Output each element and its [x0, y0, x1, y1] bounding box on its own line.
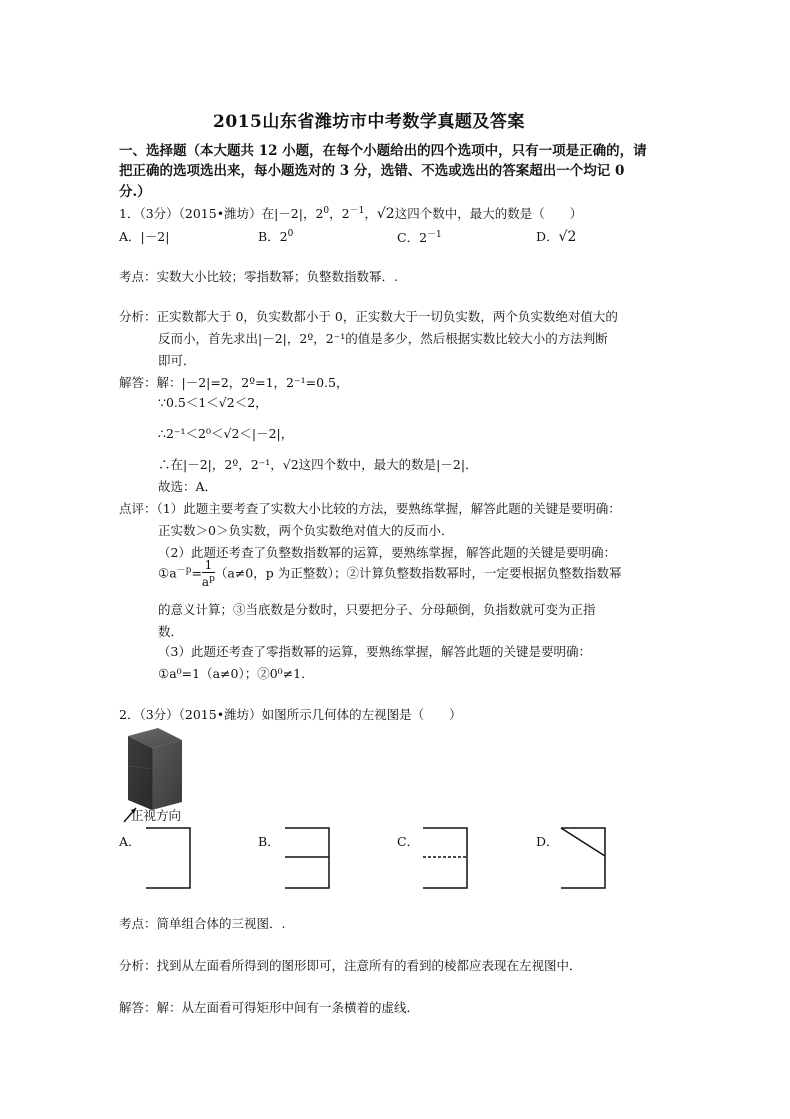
q1-stem: 1．（3分）（2015•潍坊）在|－2|，$2^0$，$2^{-1}$，√2这四个数中，最大的数是（ ）: [119, 206, 583, 223]
q2-option-d-figure: [559, 826, 607, 890]
q2-option-c-figure: [421, 826, 469, 890]
q1-dianping-4: $①a^{-p}=$ $\frac{1}{a^p}$ （a≠0，p 为正整数）；②计算负整数指数幂时，一定要根据负整数指数幂: [158, 558, 622, 589]
q2-kaodian: 考点：简单组合体的三视图．.: [119, 916, 286, 931]
q2-option-a-figure: [144, 826, 192, 890]
q2-fenxi: 分析：找到从左面看所得到的图形即可，注意所有的看到的棱都应表现在左视图中．: [119, 958, 582, 973]
q1-jieda-2: ∵0.5＜1＜√2＜2，: [158, 395, 268, 410]
q1-fenxi-2: 反而小，首先求出|－2|，2º，2⁻¹的值是多少，然后根据实数比较大小的方法判断: [158, 331, 608, 346]
q1-option-a: A．|－2|: [119, 229, 170, 244]
sqrt-symbol: √2: [376, 206, 395, 223]
q2-option-b-label: B．: [258, 834, 280, 849]
q1-dianping-3: （2）此题还考查了负整数指数幂的运算，要熟练掌握，解答此题的关键是要明确：: [158, 545, 616, 560]
fraction-1-over-ap: $\frac{1}{a^p}$: [201, 558, 215, 589]
q1-fenxi-1: 分析：正实数都大于 0，负实数都小于 0，正实数大于一切负实数，两个负实数绝对值大的: [119, 309, 618, 324]
q1-dianping-1: 点评：（1）此题主要考查了实数大小比较的方法，要熟练掌握，解答此题的关键是要明确：: [119, 501, 621, 516]
q1-fenxi-3: 即可．: [158, 353, 196, 368]
q1-jieda-3: ∴2⁻¹＜2⁰＜√2＜|－2|，: [158, 426, 294, 441]
q1-dianping-7: （3）此题还考查了零指数幂的运算，要熟练掌握，解答此题的关键是要明确：: [158, 644, 591, 659]
q1-dianping-5: 的意义计算；③当底数是分数时，只要把分子、分母颠倒，负指数就可变为正指: [158, 602, 596, 617]
q2-option-b-figure: [283, 826, 331, 890]
q1-dianping-8: ①a⁰=1（a≠0）；②0⁰≠1．: [158, 666, 314, 681]
q2-option-d-label: D．: [536, 834, 559, 849]
q2-option-a-label: A．: [119, 834, 141, 849]
q1-option-c: C．$2^{-1}$: [397, 230, 442, 246]
section-header-line-3: 分.）: [119, 184, 151, 200]
section-header-line-2: 把正确的选项选出来，每小题选对的 3 分，选错、不选或选出的答案超出一个均记 0: [119, 163, 625, 179]
q2-option-c-label: C．: [397, 834, 420, 849]
page-title: 2015山东省潍坊市中考数学真题及答案: [213, 112, 525, 132]
q2-direction-label: 正视方向: [131, 808, 182, 823]
q1-dianping-6: 数．: [158, 624, 184, 639]
q1-dianping-2: 正实数＞0＞负实数，两个负实数绝对值大的反而小．: [158, 523, 454, 538]
q2-jieda: 解答：解：从左面看可得矩形中间有一条横着的虚线．: [119, 1000, 420, 1015]
section-header-line-1: 一、选择题（本大题共 12 小题，在每个小题给出的四个选项中，只有一项是正确的，请: [119, 143, 647, 159]
q1-kaodian: 考点：实数大小比较；零指数幂；负整数指数幂．.: [119, 269, 398, 284]
q1-option-b: B．$2^0$: [258, 228, 294, 244]
q1-jieda-4: ∴在|－2|，2º，2⁻¹，√2这四个数中，最大的数是|－2|．: [158, 457, 478, 472]
q1-jieda-5: 故选：A．: [158, 479, 218, 494]
q1-jieda-1: 解答：解：|－2|=2，2º=1，2⁻¹=0.5，: [119, 375, 349, 390]
q2-stem: 2．（3分）（2015•潍坊）如图所示几何体的左视图是（ ）: [119, 707, 462, 722]
q1-option-d: D．√2: [536, 229, 577, 245]
